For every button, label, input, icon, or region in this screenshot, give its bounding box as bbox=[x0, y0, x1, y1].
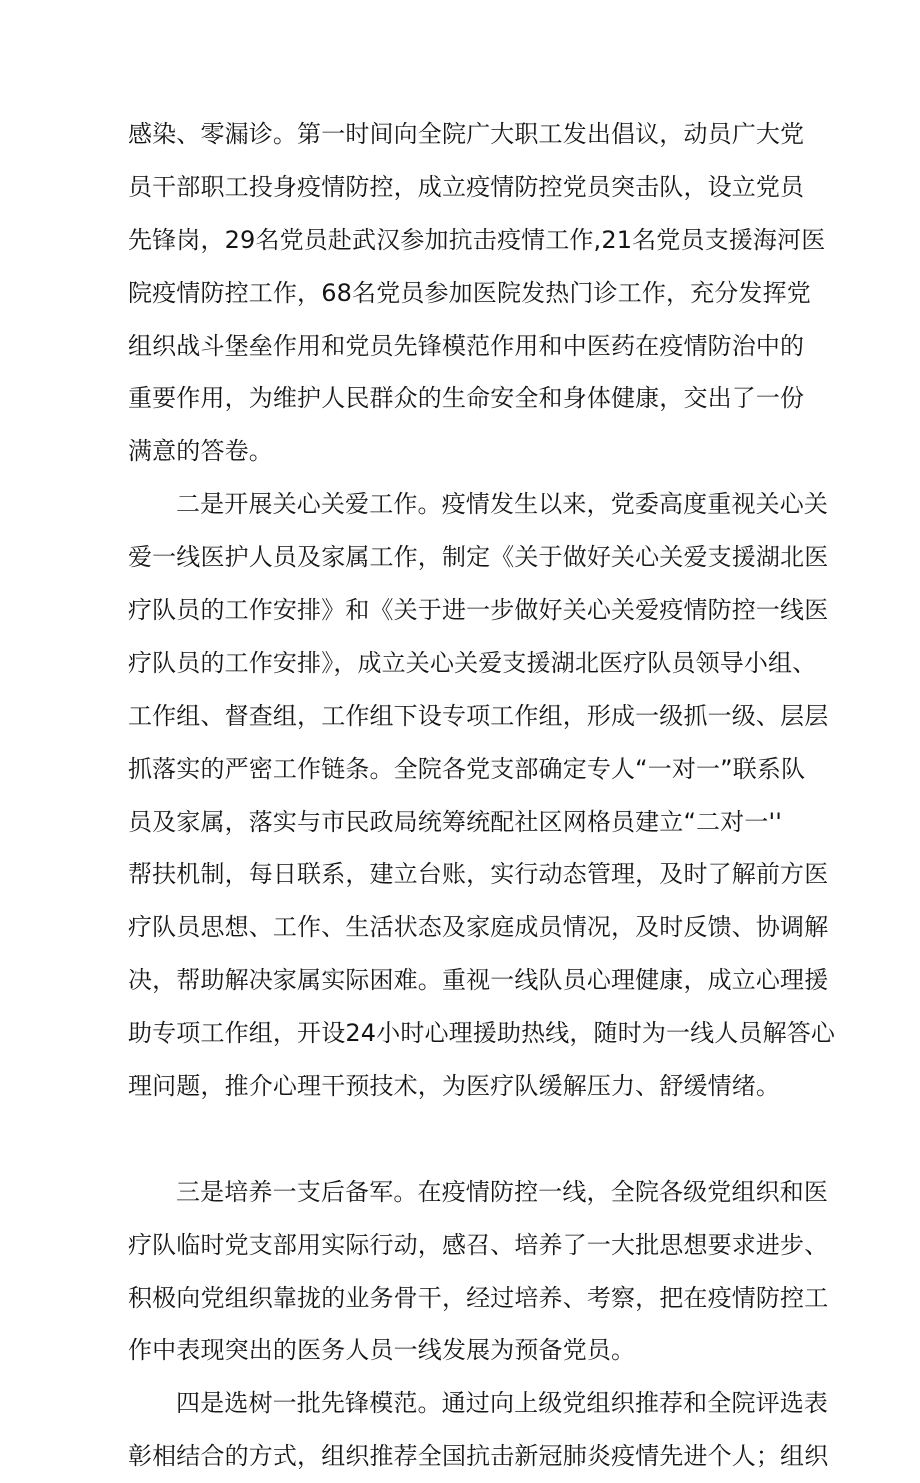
paragraph-care-work bbox=[128, 478, 836, 1166]
text-line: 先锋岗，29名党员赴武汉参加抗击疫情工作,21名党员支援海河医 bbox=[128, 225, 826, 254]
text-line: 疗队临时党支部用实际行动，感召、培养了一大批思想要求进步、 bbox=[128, 1230, 829, 1259]
paragraph-epidemic-response bbox=[128, 108, 826, 478]
text-line: 决，帮助解决家属实际困难。重视一线队员心理健康，成立心理援 bbox=[128, 966, 829, 995]
text-line: 爱一线医护人员及家属工作，制定《关于做好关心关爱支援湖北医 bbox=[128, 543, 829, 572]
text-line: 工作组、督查组，工作组下设专项工作组，形成一级抓一级、层层 bbox=[128, 701, 829, 730]
text-line: 疗队员思想、工作、生活状态及家庭成员情况，及时反馈、协调解 bbox=[128, 913, 829, 942]
text-line: 四是选树一批先锋模范。通过向上级党组织推荐和全院评选表 bbox=[176, 1389, 829, 1418]
text-line: 员干部职工投身疫情防控，成立疫情防控党员突击队，设立党员 bbox=[128, 172, 805, 201]
text-line: 员及家属，落实与市民政局统筹统配社区网格员建立“二对一'' bbox=[128, 807, 782, 836]
text-line: 彰相结合的方式，组织推荐全国抗击新冠肺炎疫情先进个人；组织 bbox=[128, 1442, 829, 1471]
text-line: 二是开展关心关爱工作。疫情发生以来，党委高度重视关心关 bbox=[176, 490, 829, 519]
text-line: 重要作用，为维护人民群众的生命安全和身体健康，交出了一份 bbox=[128, 384, 805, 413]
text-line: 抓落实的严密工作链条。全院各党支部确定专人“一对一”联系队 bbox=[128, 754, 806, 783]
text-line: 积极向党组织靠拢的业务骨干，经过培养、考察，把在疫情防控工 bbox=[128, 1283, 829, 1312]
text-line: 疗队员的工作安排》，成立关心关爱支援湖北医疗队员领导小组、 bbox=[128, 648, 817, 677]
text-line: 满意的答卷。 bbox=[128, 437, 273, 466]
text-line: 理问题，推介心理干预技术，为医疗队缓解压力、舒缓情绪。 bbox=[128, 1072, 781, 1101]
text-line: 三是培养一支后备军。在疫情防控一线，全院各级党组织和医 bbox=[176, 1177, 829, 1206]
document-body bbox=[128, 108, 836, 1483]
text-line: 疗队员的工作安排》和《关于进一步做好关心关爱疫情防控一线医 bbox=[128, 596, 829, 625]
paragraph-role-models bbox=[128, 1377, 829, 1483]
text-line bbox=[128, 1113, 796, 1166]
text-line: 作中表现突出的医务人员一线发展为预备党员。 bbox=[128, 1336, 636, 1365]
text-line: 组织战斗堡垒作用和党员先锋模范作用和中医药在疫情防治中的 bbox=[128, 331, 805, 360]
paragraph-reserve-force bbox=[128, 1166, 829, 1378]
text-line: 助专项工作组，开设24小时心理援助热线，随时为一线人员解答心 bbox=[128, 1019, 836, 1048]
text-line: 帮扶机制，每日联系，建立台账，实行动态管理，及时了解前方医 bbox=[128, 860, 829, 889]
text-line: 院疫情防控工作，68名党员参加医院发热门诊工作，充分发挥党 bbox=[128, 278, 811, 307]
text-line: 感染、零漏诊。第一时间向全院广大职工发出倡议，动员广大党 bbox=[128, 120, 805, 148]
